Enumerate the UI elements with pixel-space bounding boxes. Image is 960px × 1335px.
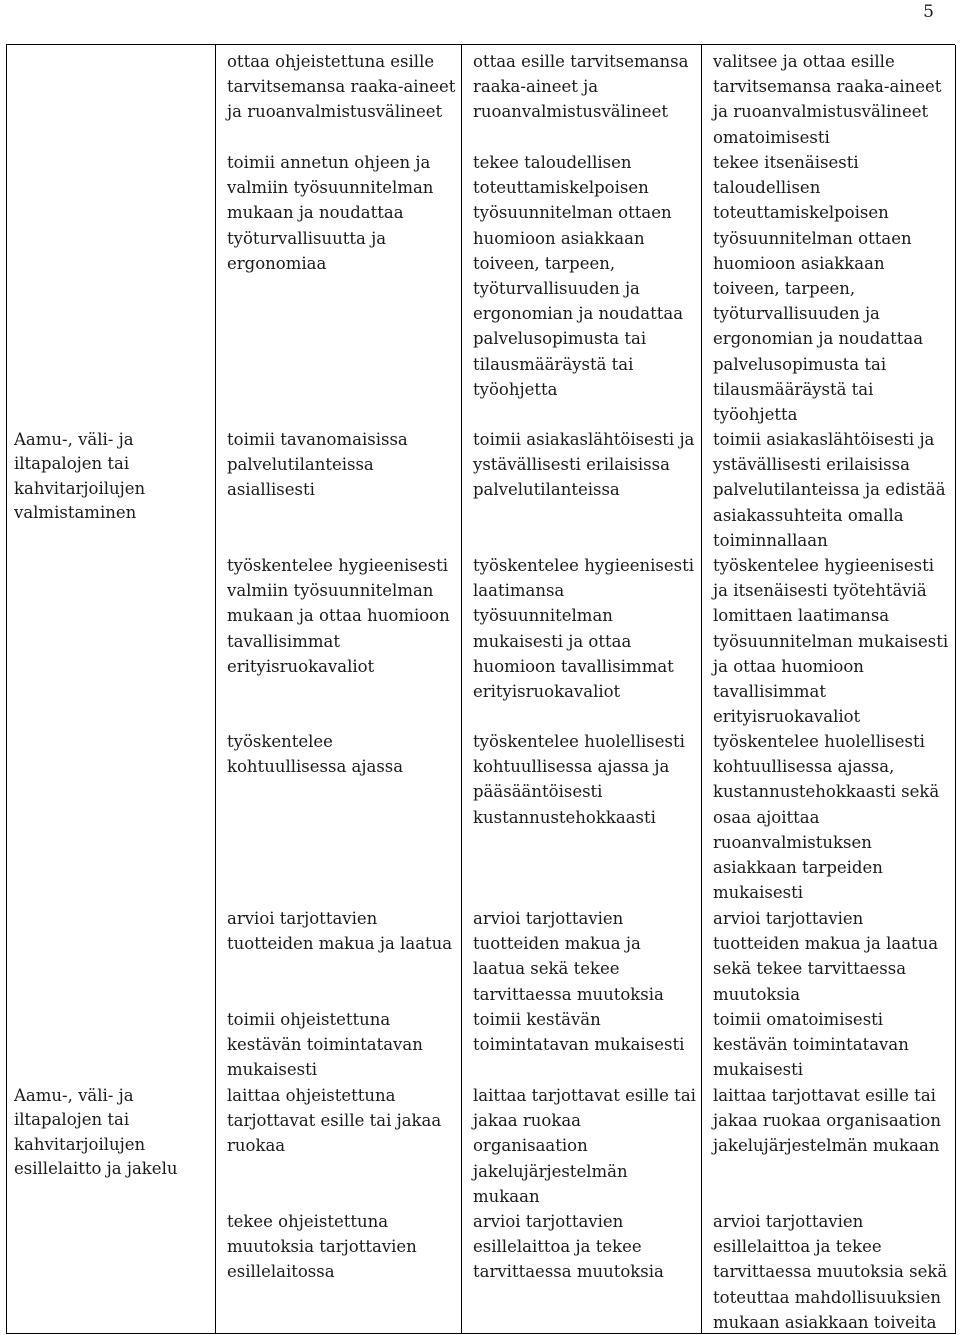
criteria-cell: valitsee ja ottaa esille tarvitsemansa raaka-aineet ja ruoanvalmistusvälineet omatoimisesti: [713, 52, 942, 147]
criteria-cell: työskentelee hygieenisesti laatimansa työsuunnitelman mukaisesti ja ottaa huomioon tavallisimmat erityisruokavaliot: [473, 556, 695, 702]
criteria-cell: työskentelee hygieenisesti ja itsenäisesti työtehtäviä lomittaen laatimansa työsuunnitelman mukaisesti ja ottaa huomioon tavallisimmat erityisruokavaliot: [713, 556, 949, 727]
task-cell-esillelaitto: Aamu-, väli- ja iltapalojen tai kahvitarjoilujen esillelaitto ja jakelu: [14, 1086, 178, 1179]
page-number: 5: [923, 2, 934, 22]
criteria-cell: tekee taloudellisen toteuttamiskelpoisen työsuunnitelman ottaen huomioon asiakkaan toiveen, tarpeen, työturvallisuuden ja ergonomian ja noudattaa palvelusopimusta tai tilausmääräystä tai työohjetta: [473, 153, 684, 399]
criteria-cell: ottaa ohjeistettuna esille tarvitsemansa raaka-aineet ja ruoanvalmistusvälineet: [227, 52, 456, 122]
column-level-3: [702, 45, 956, 1334]
criteria-cell: toimii omatoimisesti kestävän toimintatavan mukaisesti: [713, 1010, 909, 1080]
criteria-cell: toimii kestävän toimintatavan mukaisesti: [473, 1010, 685, 1055]
criteria-cell: työskentelee huolellisesti kohtuullisessa ajassa ja pääsääntöisesti kustannustehokkaasti: [473, 732, 685, 827]
criteria-cell: arvioi tarjottavien tuotteiden makua ja laatua: [227, 909, 453, 954]
criteria-cell: ottaa esille tarvitsemansa raaka-aineet ja ruoanvalmistusvälineet: [473, 52, 689, 122]
criteria-cell: tekee itsenäisesti taloudellisen toteuttamiskelpoisen työsuunnitelman ottaen huomioon asiakkaan toiveen, tarpeen, työturvallisuuden ja ergonomian ja noudattaa palvelusopimusta tai tilausmääräystä tai työohjetta: [713, 153, 924, 425]
criteria-table: [6, 44, 955, 1334]
criteria-cell: työskentelee hygieenisesti valmiin työsuunnitelman mukaan ja ottaa huomioon tavallisimmat erityisruokavaliot: [227, 556, 450, 676]
criteria-cell: laittaa tarjottavat esille tai jakaa ruokaa organisaation jakelujärjestelmän mukaan: [713, 1086, 941, 1156]
criteria-cell: työskentelee huolellisesti kohtuullisessa ajassa, kustannustehokkaasti sekä osaa ajoittaa ruoanvalmistuksen asiakkaan tarpeiden mukaisesti: [713, 732, 940, 903]
table-bottom-border: [7, 1333, 955, 1334]
criteria-cell: arvioi tarjottavien esillelaittoa ja tekee tarvittaessa muutoksia sekä toteuttaa mahdollisuuksien mukaan asiakkaan toiveita: [713, 1212, 948, 1332]
criteria-cell: toimii annetun ohjeen ja valmiin työsuunnitelman mukaan ja noudattaa työturvallisuutta ja ergonomiaa: [227, 153, 434, 273]
criteria-cell: toimii tavanomaisissa palvelutilanteissa asiallisesti: [227, 430, 408, 500]
criteria-cell: arvioi tarjottavien esillelaittoa ja tekee tarvittaessa muutoksia: [473, 1212, 664, 1282]
criteria-cell: arvioi tarjottavien tuotteiden makua ja laatua sekä tekee tarvittaessa muutoksia: [473, 909, 664, 1004]
criteria-cell: arvioi tarjottavien tuotteiden makua ja laatua sekä tekee tarvittaessa muutoksia: [713, 909, 939, 1004]
criteria-cell: toimii asiakaslähtöisesti ja ystävällisesti erilaisissa palvelutilanteissa ja edistää asiakassuhteita omalla toiminnallaan: [713, 430, 946, 550]
criteria-cell: laittaa ohjeistettuna tarjottavat esille tai jakaa ruokaa: [227, 1086, 442, 1156]
column-level-2: [462, 45, 702, 1334]
criteria-cell: toimii ohjeistettuna kestävän toimintatavan mukaisesti: [227, 1010, 423, 1080]
criteria-cell: tekee ohjeistettuna muutoksia tarjottavien esillelaitossa: [227, 1212, 417, 1282]
column-level-1: [216, 45, 462, 1334]
task-cell-valmistaminen: Aamu-, väli- ja iltapalojen tai kahvitarjoilujen valmistaminen: [14, 430, 146, 523]
column-task: [7, 45, 216, 1334]
criteria-cell: toimii asiakaslähtöisesti ja ystävällisesti erilaisissa palvelutilanteissa: [473, 430, 695, 500]
criteria-cell: laittaa tarjottavat esille tai jakaa ruokaa organisaation jakelujärjestelmän mukaan: [473, 1086, 696, 1206]
criteria-cell: työskentelee kohtuullisessa ajassa: [227, 732, 404, 777]
